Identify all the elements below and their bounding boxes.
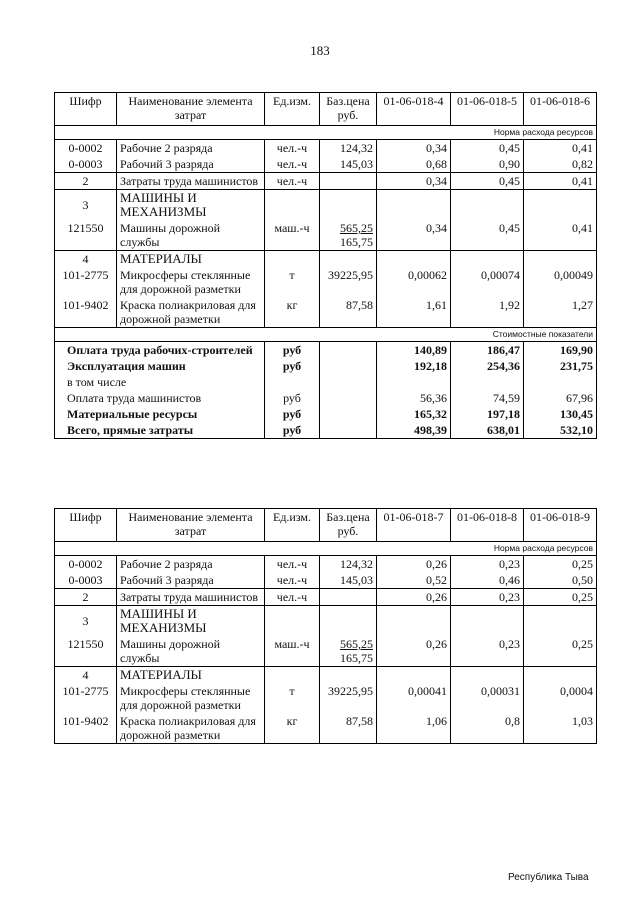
total-label: Всего, прямые затраты [55,422,265,439]
row-value: 0,26 [377,556,451,573]
row-name: Микросферы стеклянные для дорожной разметки [117,267,265,297]
row-value: 0,00062 [377,267,451,297]
norm-label: Норма расхода ресурсов [55,126,597,140]
section-code: 4 [55,251,117,268]
total-subheading-row [55,374,597,390]
row-code: 101-9402 [55,713,117,744]
price-primary: 565,25 [340,221,373,235]
row-code: 101-9402 [55,297,117,328]
row-value: 0,34 [377,173,451,190]
section-code: 3 [55,606,117,637]
row-value: 0,82 [524,156,597,173]
table-row [55,589,597,606]
row-value: 0,26 [377,636,451,667]
row-price: 39225,95 [320,683,377,713]
row-value: 0,50 [524,572,597,589]
col-header-code: Шифр [55,509,117,542]
table-header-row [55,93,597,126]
row-code: 0-0002 [55,140,117,157]
row-value: 0,45 [451,140,524,157]
row-price: 87,58 [320,297,377,328]
row-value: 0,23 [451,589,524,606]
row-unit: чел.-ч [265,156,320,173]
norm-label-row [55,542,597,556]
row-value: 0,34 [377,220,451,251]
row-code: 101-2775 [55,683,117,713]
col-header-code: Шифр [55,93,117,126]
row-name: Затраты труда машинистов [117,173,265,190]
table-row [55,683,597,713]
row-price: 39225,95 [320,267,377,297]
table-row [55,173,597,190]
total-label: Оплата труда рабочих-строителей [55,342,265,359]
table-header-row [55,509,597,542]
row-value: 0,00074 [451,267,524,297]
total-value: 231,75 [524,358,597,374]
total-value: 254,36 [451,358,524,374]
col-header-norm: 01-06-018-5 [451,93,524,126]
row-value: 0,00031 [451,683,524,713]
row-value: 0,26 [377,589,451,606]
section-row [55,667,597,684]
row-name: Машины дорожной службы [117,220,265,251]
row-value: 0,41 [524,140,597,157]
col-header-price: Баз.цена руб. [320,93,377,126]
row-unit: чел.-ч [265,572,320,589]
row-name: Затраты труда машинистов [117,589,265,606]
table-row [55,556,597,573]
row-value: 1,61 [377,297,451,328]
total-value: 140,89 [377,342,451,359]
total-value: 130,45 [524,406,597,422]
col-header-name: Наименование элемента затрат [117,93,265,126]
total-label: Эксплуатация машин [55,358,265,374]
table-row [55,297,597,328]
row-code: 2 [55,173,117,190]
price-primary: 565,25 [340,637,373,651]
total-row [55,390,597,406]
row-unit: чел.-ч [265,589,320,606]
section-title: МАШИНЫ И МЕХАНИЗМЫ [117,190,265,221]
table-row [55,713,597,744]
row-name: Краска полиакриловая для дорожной разметки [117,713,265,744]
total-label: Материальные ресурсы [55,406,265,422]
row-unit: кг [265,297,320,328]
resource-table-1 [54,92,597,439]
row-code: 0-0003 [55,572,117,589]
row-name: Микросферы стеклянные для дорожной разметки [117,683,265,713]
row-value: 0,68 [377,156,451,173]
col-header-name: Наименование элемента затрат [117,509,265,542]
table-row [55,636,597,667]
row-value: 0,41 [524,220,597,251]
col-header-unit: Ед.изм. [265,93,320,126]
row-code: 2 [55,589,117,606]
row-name: Рабочие 2 разряда [117,556,265,573]
total-value: 186,47 [451,342,524,359]
row-value: 0,25 [524,556,597,573]
row-name: Рабочий 3 разряда [117,572,265,589]
total-row [55,358,597,374]
row-value: 0,23 [451,556,524,573]
row-value: 0,00041 [377,683,451,713]
row-price: 87,58 [320,713,377,744]
row-name: Рабочий 3 разряда [117,156,265,173]
section-row [55,606,597,637]
row-value: 0,34 [377,140,451,157]
row-code: 121550 [55,220,117,251]
row-value: 1,03 [524,713,597,744]
total-subheading: в том числе [55,374,265,390]
page-number: 183 [310,43,330,58]
table-row [55,140,597,157]
row-unit: маш.-ч [265,220,320,251]
footer-region: Республика Тыва [508,872,589,883]
row-value: 0,8 [451,713,524,744]
total-row [55,342,597,359]
col-header-norm: 01-06-018-9 [524,509,597,542]
total-unit: руб [265,422,320,439]
row-value: 0,41 [524,173,597,190]
section-row [55,190,597,221]
row-price [320,220,377,251]
row-name: Краска полиакриловая для дорожной разметки [117,297,265,328]
row-value: 1,06 [377,713,451,744]
col-header-price: Баз.цена руб. [320,509,377,542]
total-unit: руб [265,390,320,406]
row-price [320,636,377,667]
row-value: 0,23 [451,636,524,667]
norm-label: Норма расхода ресурсов [55,542,597,556]
total-value: 197,18 [451,406,524,422]
total-value: 56,36 [377,390,451,406]
table-row [55,267,597,297]
total-unit: руб [265,342,320,359]
col-header-unit: Ед.изм. [265,509,320,542]
price-secondary: 165,75 [340,235,373,249]
total-unit: руб [265,406,320,422]
row-code: 0-0003 [55,156,117,173]
row-value: 0,52 [377,572,451,589]
row-unit: т [265,267,320,297]
section-code: 4 [55,667,117,684]
row-unit: чел.-ч [265,556,320,573]
section-title: МАШИНЫ И МЕХАНИЗМЫ [117,606,265,637]
row-value: 0,45 [451,173,524,190]
table-row [55,220,597,251]
total-value: 192,18 [377,358,451,374]
cost-label: Стоимостные показатели [55,328,597,342]
total-row [55,406,597,422]
row-unit: чел.-ч [265,140,320,157]
row-name: Машины дорожной службы [117,636,265,667]
row-price: 124,32 [320,140,377,157]
row-price: 145,03 [320,156,377,173]
col-header-norm: 01-06-018-4 [377,93,451,126]
resource-table-2 [54,508,597,744]
total-value: 67,96 [524,390,597,406]
section-title: МАТЕРИАЛЫ [117,667,265,684]
row-code: 101-2775 [55,267,117,297]
row-unit: т [265,683,320,713]
col-header-norm: 01-06-018-7 [377,509,451,542]
section-code: 3 [55,190,117,221]
total-value: 638,01 [451,422,524,439]
row-name: Рабочие 2 разряда [117,140,265,157]
section-row [55,251,597,268]
section-title: МАТЕРИАЛЫ [117,251,265,268]
row-value: 1,27 [524,297,597,328]
row-value: 0,46 [451,572,524,589]
table-row [55,572,597,589]
row-value: 0,00049 [524,267,597,297]
cost-label-row [55,328,597,342]
row-value: 0,25 [524,636,597,667]
total-value: 169,90 [524,342,597,359]
table-row [55,156,597,173]
row-unit: маш.-ч [265,636,320,667]
total-value: 165,32 [377,406,451,422]
row-value: 0,25 [524,589,597,606]
row-value: 1,92 [451,297,524,328]
total-value: 74,59 [451,390,524,406]
total-label: Оплата труда машинистов [55,390,265,406]
row-price: 145,03 [320,572,377,589]
total-unit: руб [265,358,320,374]
total-value: 498,39 [377,422,451,439]
row-unit: чел.-ч [265,173,320,190]
total-value: 532,10 [524,422,597,439]
row-value: 0,0004 [524,683,597,713]
row-unit: кг [265,713,320,744]
row-price: 124,32 [320,556,377,573]
row-value: 0,45 [451,220,524,251]
price-secondary: 165,75 [340,651,373,665]
row-code: 121550 [55,636,117,667]
col-header-norm: 01-06-018-6 [524,93,597,126]
norm-label-row [55,126,597,140]
row-code: 0-0002 [55,556,117,573]
total-row [55,422,597,439]
col-header-norm: 01-06-018-8 [451,509,524,542]
row-value: 0,90 [451,156,524,173]
